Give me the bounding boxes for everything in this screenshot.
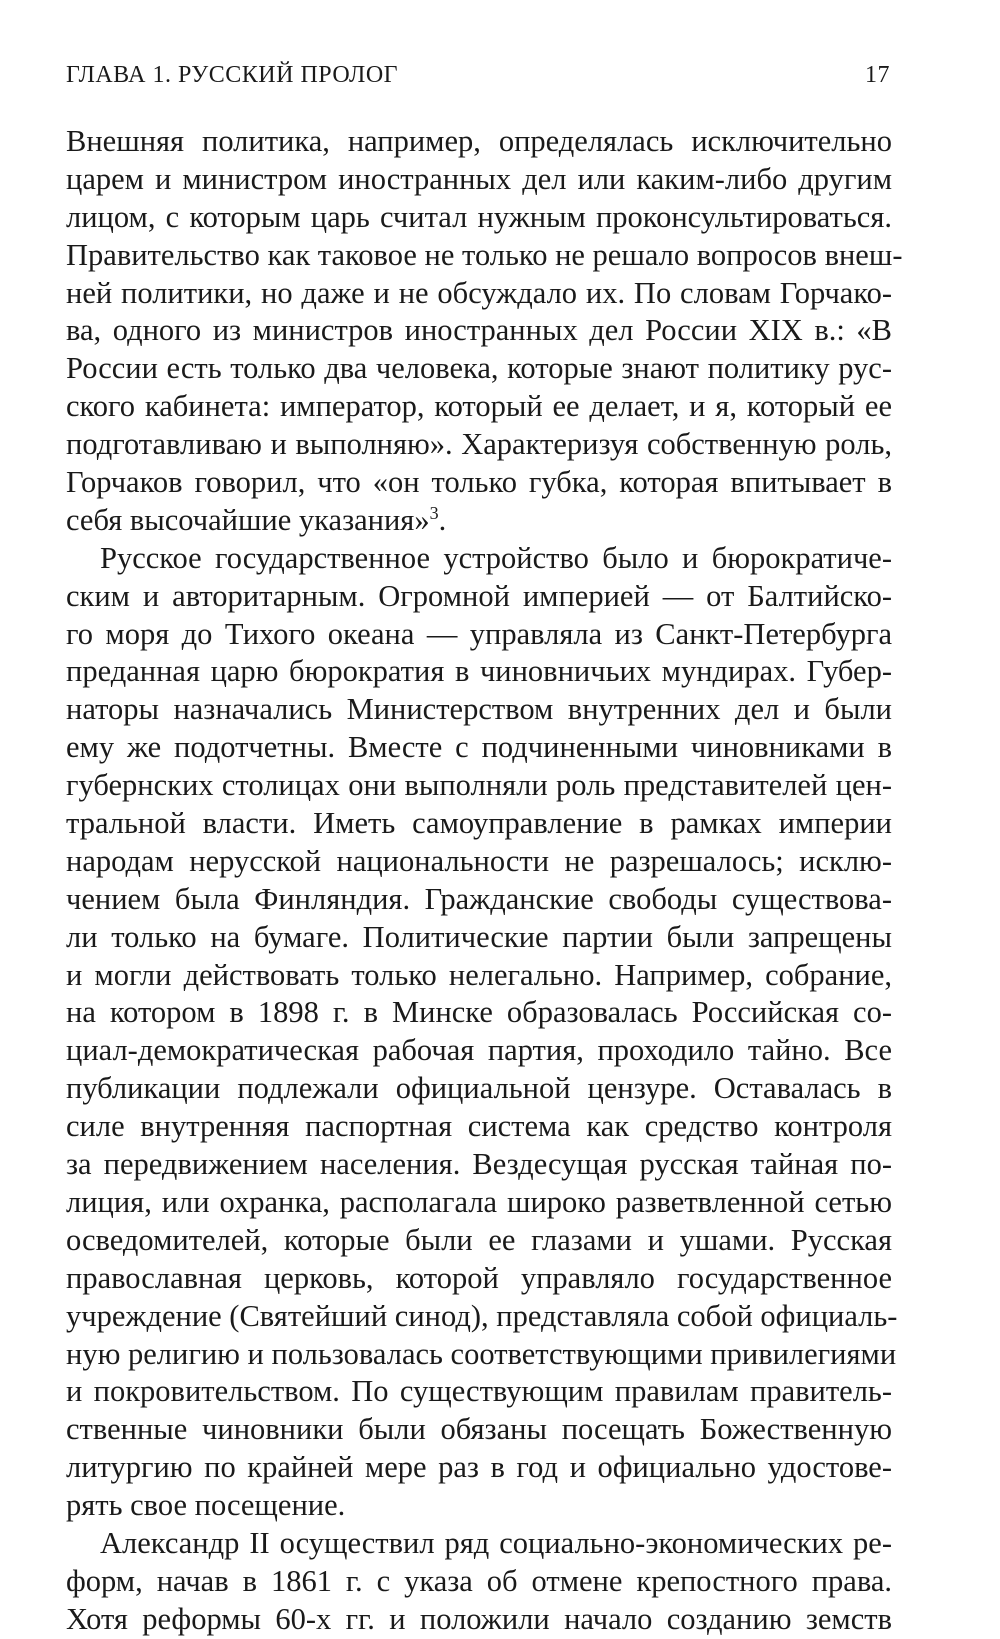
text-line: преданная царю бюрократия в чиновничьих мундирах. Губер- <box>66 654 892 689</box>
text-line: Александр II осуществил ряд социально-экономических ре- <box>100 1525 892 1560</box>
text-line: Хотя реформы 60-х гг. и положили начало созданию земств <box>66 1601 892 1636</box>
text-line: форм, начав в 1861 г. с указа об отмене крепостного права. <box>66 1563 892 1598</box>
text-line: рять свое посещение. <box>66 1488 346 1523</box>
text-line: ского кабинета: император, который ее делает, и я, который ее <box>66 389 892 424</box>
text-line: чением была Финляндия. Гражданские свободы существова- <box>66 881 892 916</box>
text-line: наторы назначались Министерством внутренних дел и были <box>66 692 892 727</box>
text-line: губернских столицах они выполняли роль представителей цен- <box>66 768 892 803</box>
text-fragment: себя высочайшие указания» <box>66 502 430 537</box>
text-line: России есть только два человека, которые знают политику рус- <box>66 351 892 386</box>
text-line: царем и министром иностранных дел или каким-либо другим <box>66 161 892 196</box>
text-line: публикации подлежали официальной цензуре. Оставалась в <box>66 1071 892 1106</box>
text-line: православная церковь, которой управляло государственное <box>66 1260 892 1295</box>
running-head <box>66 62 890 96</box>
text-line: тральной власти. Иметь самоуправление в рамках империи <box>66 806 892 841</box>
text-line: ственные чиновники были обязаны посещать Божественную <box>66 1412 892 1447</box>
text-fragment: . <box>438 502 447 537</box>
text-line: подготавливаю и выполняю». Характеризуя собственную роль, <box>66 427 892 462</box>
text-line: ва, одного из министров иностранных дел России XIX в.: «В <box>66 313 892 348</box>
text-line: на котором в 1898 г. в Минске образовалась Российская со- <box>66 995 892 1030</box>
text-line <box>66 502 892 540</box>
text-line: ему же подотчетны. Вместе с подчиненными чиновниками в <box>66 730 892 765</box>
text-line: силе внутренняя паспортная система как средство контроля <box>66 1109 892 1144</box>
text-line: Правительство как таковое не только не решало вопросов внеш- <box>66 237 903 272</box>
text-line: и покровительством. По существующим правилам правитель- <box>66 1374 892 1409</box>
body-text <box>66 123 903 1639</box>
chapter-title: ГЛАВА 1. РУССКИЙ ПРОЛОГ <box>66 62 399 88</box>
text-line: за передвижением населения. Вездесущая русская тайная по- <box>66 1147 892 1182</box>
text-line: го моря до Тихого океана — управляла из Санкт-Петербурга <box>66 616 892 651</box>
text-line: народам нерусской национальности не разрешалось; исклю- <box>66 843 892 878</box>
text-line: ней политики, но даже и не обсуждало их. По словам Горчако- <box>66 275 892 310</box>
text-line: литургию по крайней мере раз в год и официально удостове- <box>66 1450 892 1485</box>
text-line: лиция, или охранка, располагала широко разветвленной сетью <box>66 1184 892 1219</box>
text-line: лицом, с которым царь считал нужным проконсультироваться. <box>66 199 892 234</box>
text-line: ную религию и пользовалась соответствующими привилегиями <box>66 1336 897 1371</box>
text-line: Русское государственное устройство было и бюрократиче- <box>100 540 892 575</box>
text-line: ским и авторитарным. Огромной империей — от Балтийско- <box>66 578 892 613</box>
page-number: 17 <box>865 62 890 88</box>
text-line: и могли действовать только нелегально. Например, собрание, <box>66 957 892 992</box>
text-line: учреждение (Святейший синод), представляла собой официаль- <box>66 1298 898 1333</box>
footnote-reference: 3 <box>429 502 439 523</box>
text-line: осведомителей, которые были ее глазами и ушами. Русская <box>66 1222 892 1257</box>
text-line: ли только на бумаге. Политические партии были запрещены <box>66 919 892 954</box>
text-line: Внешняя политика, например, определялась исключительно <box>66 124 892 158</box>
text-line: циал-демократическая рабочая партия, проходило тайно. Все <box>66 1033 892 1068</box>
text-line: Горчаков говорил, что «он только губка, которая впитывает в <box>66 465 892 500</box>
